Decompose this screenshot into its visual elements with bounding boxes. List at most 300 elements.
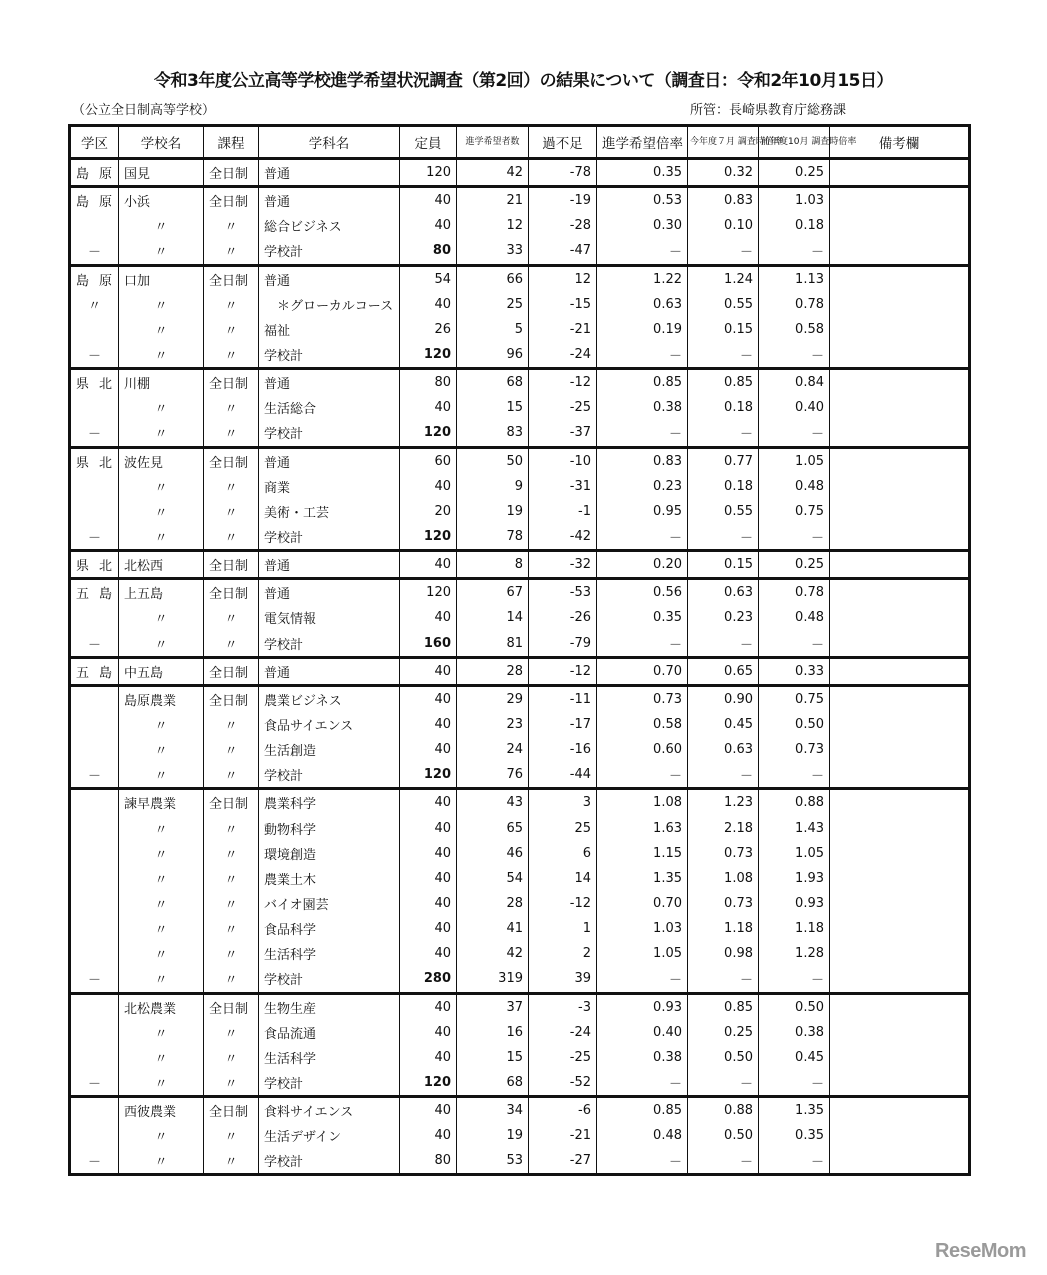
cell-application-ratio: － [597, 238, 688, 265]
cell-prev-october-ratio: 1.05 [759, 841, 830, 866]
cell-remarks [830, 579, 970, 606]
cell-surplus-shortage: -78 [529, 159, 597, 187]
cell-july-ratio: 0.85 [688, 369, 759, 396]
cell-applicants: 14 [457, 605, 529, 630]
cell-application-ratio: － [597, 1148, 688, 1175]
cell-applicants: 54 [457, 866, 529, 891]
cell-applicants: 24 [457, 737, 529, 762]
cell-july-ratio: 0.63 [688, 579, 759, 606]
table-row [70, 789, 970, 816]
cell-surplus-shortage: 2 [529, 941, 597, 966]
cell-application-ratio: 1.35 [597, 866, 688, 891]
cell-applicants: 319 [457, 966, 529, 993]
cell-application-ratio: 0.19 [597, 317, 688, 342]
cell-district: － [70, 1070, 119, 1097]
cell-department: 普通 [259, 447, 400, 474]
cell-july-ratio: 0.32 [688, 159, 759, 187]
table-row [70, 317, 970, 342]
cell-surplus-shortage: -26 [529, 605, 597, 630]
cell-school-name: 〃 [119, 737, 204, 762]
cell-remarks [830, 657, 970, 685]
cell-district [70, 993, 119, 1020]
cell-applicants: 16 [457, 1020, 529, 1045]
cell-application-ratio: － [597, 420, 688, 447]
table-row [70, 159, 970, 187]
cell-application-ratio: － [597, 342, 688, 369]
cell-course: 〃 [204, 605, 259, 630]
cell-capacity: 120 [400, 579, 457, 606]
cell-july-ratio: 0.88 [688, 1097, 759, 1124]
cell-capacity: 120 [400, 159, 457, 187]
cell-prev-october-ratio: 0.75 [759, 685, 830, 712]
cell-applicants: 66 [457, 265, 529, 292]
cell-capacity: 40 [400, 187, 457, 214]
cell-applicants: 9 [457, 474, 529, 499]
cell-remarks [830, 1045, 970, 1070]
cell-july-ratio: 2.18 [688, 816, 759, 841]
cell-course: 全日制 [204, 187, 259, 214]
table-row [70, 579, 970, 606]
survey-results-table [68, 124, 971, 1176]
cell-application-ratio: 1.15 [597, 841, 688, 866]
cell-district: 県北 [70, 447, 119, 474]
cell-district [70, 499, 119, 524]
cell-course: 〃 [204, 737, 259, 762]
cell-school-name: 〃 [119, 395, 204, 420]
cell-department: 福祉 [259, 317, 400, 342]
cell-district [70, 213, 119, 238]
cell-july-ratio: 0.18 [688, 395, 759, 420]
cell-surplus-shortage: -53 [529, 579, 597, 606]
cell-remarks [830, 841, 970, 866]
cell-department: 学校計 [259, 1148, 400, 1175]
cell-capacity: 120 [400, 762, 457, 789]
cell-district [70, 685, 119, 712]
cell-remarks [830, 292, 970, 317]
cell-school-name: 〃 [119, 1070, 204, 1097]
cell-department: 普通 [259, 369, 400, 396]
cell-capacity: 40 [400, 841, 457, 866]
cell-july-ratio: 0.10 [688, 213, 759, 238]
table-row [70, 213, 970, 238]
cell-course: 全日制 [204, 551, 259, 579]
cell-surplus-shortage: -21 [529, 317, 597, 342]
cell-applicants: 68 [457, 369, 529, 396]
cell-remarks [830, 159, 970, 187]
cell-remarks [830, 524, 970, 551]
header-capacity: 定員 [400, 126, 457, 159]
table-row [70, 916, 970, 941]
cell-surplus-shortage: 39 [529, 966, 597, 993]
cell-capacity: 54 [400, 265, 457, 292]
cell-capacity: 26 [400, 317, 457, 342]
cell-remarks [830, 605, 970, 630]
table-row [70, 631, 970, 658]
cell-applicants: 67 [457, 579, 529, 606]
cell-district: － [70, 238, 119, 265]
cell-surplus-shortage: 1 [529, 916, 597, 941]
cell-surplus-shortage: -10 [529, 447, 597, 474]
cell-surplus-shortage: -37 [529, 420, 597, 447]
cell-course: 〃 [204, 1045, 259, 1070]
cell-school-name: 〃 [119, 631, 204, 658]
document-title: 令和3年度公立高等学校進学希望状況調査（第2回）の結果について（調査日：令和2年10月15日） [154, 71, 893, 91]
cell-course: 〃 [204, 474, 259, 499]
cell-school-name: 〃 [119, 474, 204, 499]
cell-applicants: 28 [457, 891, 529, 916]
cell-course: 〃 [204, 317, 259, 342]
cell-capacity: 40 [400, 657, 457, 685]
cell-district: 島原 [70, 265, 119, 292]
cell-applicants: 8 [457, 551, 529, 579]
cell-application-ratio: 0.95 [597, 499, 688, 524]
cell-district: － [70, 631, 119, 658]
cell-applicants: 42 [457, 941, 529, 966]
cell-july-ratio: － [688, 342, 759, 369]
cell-application-ratio: 0.35 [597, 159, 688, 187]
cell-prev-october-ratio: 1.13 [759, 265, 830, 292]
table-row [70, 941, 970, 966]
cell-remarks [830, 395, 970, 420]
table-row [70, 395, 970, 420]
cell-district [70, 1123, 119, 1148]
cell-prev-october-ratio: 0.35 [759, 1123, 830, 1148]
cell-school-name: 〃 [119, 866, 204, 891]
cell-applicants: 78 [457, 524, 529, 551]
cell-capacity: 120 [400, 342, 457, 369]
table-row [70, 369, 970, 396]
cell-department: バイオ園芸 [259, 891, 400, 916]
cell-school-name: 〃 [119, 342, 204, 369]
cell-prev-october-ratio: 0.25 [759, 159, 830, 187]
cell-applicants: 50 [457, 447, 529, 474]
table-row [70, 866, 970, 891]
cell-remarks [830, 966, 970, 993]
cell-remarks [830, 551, 970, 579]
table-row [70, 891, 970, 916]
cell-course: 〃 [204, 238, 259, 265]
cell-surplus-shortage: -44 [529, 762, 597, 789]
cell-remarks [830, 265, 970, 292]
cell-application-ratio: 0.85 [597, 1097, 688, 1124]
cell-application-ratio: 0.58 [597, 712, 688, 737]
cell-surplus-shortage: -25 [529, 1045, 597, 1070]
cell-school-name: 〃 [119, 524, 204, 551]
cell-school-name: 国見 [119, 159, 204, 187]
cell-prev-october-ratio: 0.58 [759, 317, 830, 342]
cell-district [70, 1097, 119, 1124]
cell-application-ratio: 1.08 [597, 789, 688, 816]
cell-course: 全日制 [204, 789, 259, 816]
cell-school-name: 〃 [119, 292, 204, 317]
cell-application-ratio: － [597, 524, 688, 551]
cell-july-ratio: － [688, 966, 759, 993]
cell-application-ratio: 0.53 [597, 187, 688, 214]
cell-department: 食料サイエンス [259, 1097, 400, 1124]
cell-surplus-shortage: -31 [529, 474, 597, 499]
cell-department: 学校計 [259, 762, 400, 789]
cell-department: 農業ビジネス [259, 685, 400, 712]
cell-application-ratio: － [597, 966, 688, 993]
cell-course: 全日制 [204, 579, 259, 606]
cell-district [70, 841, 119, 866]
cell-capacity: 40 [400, 712, 457, 737]
cell-school-name: 中五島 [119, 657, 204, 685]
cell-prev-october-ratio: － [759, 966, 830, 993]
cell-school-name: 〃 [119, 816, 204, 841]
cell-july-ratio: － [688, 524, 759, 551]
cell-course: 〃 [204, 1070, 259, 1097]
cell-july-ratio: 0.90 [688, 685, 759, 712]
cell-prev-october-ratio: － [759, 631, 830, 658]
cell-surplus-shortage: 14 [529, 866, 597, 891]
cell-remarks [830, 1070, 970, 1097]
table-row [70, 420, 970, 447]
cell-school-name: 〃 [119, 712, 204, 737]
cell-course: 〃 [204, 292, 259, 317]
cell-school-name: 〃 [119, 1148, 204, 1175]
cell-remarks [830, 993, 970, 1020]
table-row [70, 265, 970, 292]
cell-district [70, 1020, 119, 1045]
cell-applicants: 81 [457, 631, 529, 658]
cell-surplus-shortage: -25 [529, 395, 597, 420]
cell-prev-october-ratio: 0.45 [759, 1045, 830, 1070]
cell-remarks [830, 866, 970, 891]
cell-department: 商業 [259, 474, 400, 499]
table-row [70, 524, 970, 551]
cell-surplus-shortage: -24 [529, 342, 597, 369]
cell-school-name: 諫早農業 [119, 789, 204, 816]
cell-july-ratio: 0.98 [688, 941, 759, 966]
cell-capacity: 120 [400, 524, 457, 551]
cell-application-ratio: 0.38 [597, 1045, 688, 1070]
cell-applicants: 68 [457, 1070, 529, 1097]
cell-application-ratio: 0.70 [597, 891, 688, 916]
cell-course: 全日制 [204, 1097, 259, 1124]
table-row [70, 816, 970, 841]
cell-july-ratio: 0.45 [688, 712, 759, 737]
table-row [70, 737, 970, 762]
cell-capacity: 40 [400, 891, 457, 916]
cell-prev-october-ratio: － [759, 1070, 830, 1097]
header-july-ratio: 今年度７月 調査時倍率 [688, 126, 759, 159]
cell-prev-october-ratio: － [759, 762, 830, 789]
cell-capacity: 80 [400, 1148, 457, 1175]
cell-surplus-shortage: 3 [529, 789, 597, 816]
cell-remarks [830, 369, 970, 396]
table-row [70, 685, 970, 712]
cell-prev-october-ratio: 0.48 [759, 474, 830, 499]
cell-remarks [830, 187, 970, 214]
document-subtitle: （公立全日制高等学校） [72, 103, 216, 118]
cell-applicants: 5 [457, 317, 529, 342]
cell-department: 食品科学 [259, 916, 400, 941]
cell-school-name: 〃 [119, 1020, 204, 1045]
cell-surplus-shortage: -27 [529, 1148, 597, 1175]
cell-prev-october-ratio: 0.88 [759, 789, 830, 816]
cell-remarks [830, 342, 970, 369]
cell-school-name: 北松西 [119, 551, 204, 579]
cell-district: 島原 [70, 159, 119, 187]
cell-july-ratio: 0.55 [688, 499, 759, 524]
cell-prev-october-ratio: － [759, 1148, 830, 1175]
cell-applicants: 83 [457, 420, 529, 447]
cell-applicants: 41 [457, 916, 529, 941]
cell-department: ＊グローカルコース [259, 292, 400, 317]
cell-july-ratio: 0.15 [688, 317, 759, 342]
cell-application-ratio: 0.85 [597, 369, 688, 396]
cell-district [70, 317, 119, 342]
cell-school-name: 上五島 [119, 579, 204, 606]
cell-course: 〃 [204, 1020, 259, 1045]
table-row [70, 762, 970, 789]
cell-course: 〃 [204, 499, 259, 524]
cell-school-name: 〃 [119, 966, 204, 993]
cell-department: 農業科学 [259, 789, 400, 816]
cell-applicants: 28 [457, 657, 529, 685]
cell-prev-october-ratio: 0.33 [759, 657, 830, 685]
cell-capacity: 40 [400, 916, 457, 941]
cell-department: 学校計 [259, 420, 400, 447]
cell-remarks [830, 420, 970, 447]
header-department: 学科名 [259, 126, 400, 159]
cell-course: 〃 [204, 966, 259, 993]
cell-application-ratio: 0.56 [597, 579, 688, 606]
cell-capacity: 40 [400, 474, 457, 499]
cell-course: 〃 [204, 631, 259, 658]
cell-capacity: 40 [400, 866, 457, 891]
cell-department: 普通 [259, 579, 400, 606]
cell-district [70, 816, 119, 841]
cell-surplus-shortage: -28 [529, 213, 597, 238]
cell-july-ratio: 0.63 [688, 737, 759, 762]
cell-department: 学校計 [259, 1070, 400, 1097]
cell-capacity: 40 [400, 941, 457, 966]
cell-application-ratio: 0.70 [597, 657, 688, 685]
header-school-name: 学校名 [119, 126, 204, 159]
cell-remarks [830, 789, 970, 816]
table-row [70, 499, 970, 524]
cell-applicants: 29 [457, 685, 529, 712]
cell-capacity: 40 [400, 816, 457, 841]
cell-prev-october-ratio: 1.03 [759, 187, 830, 214]
cell-capacity: 40 [400, 1045, 457, 1070]
cell-school-name: 川棚 [119, 369, 204, 396]
cell-course: 〃 [204, 420, 259, 447]
cell-remarks [830, 685, 970, 712]
cell-application-ratio: 0.60 [597, 737, 688, 762]
cell-remarks [830, 816, 970, 841]
cell-school-name: 〃 [119, 1045, 204, 1070]
cell-july-ratio: 0.18 [688, 474, 759, 499]
header-prev-october-ratio: 前年度10月 調査時倍率 [759, 126, 830, 159]
cell-capacity: 280 [400, 966, 457, 993]
cell-school-name: 〃 [119, 941, 204, 966]
cell-surplus-shortage: -6 [529, 1097, 597, 1124]
table-row [70, 447, 970, 474]
cell-capacity: 40 [400, 213, 457, 238]
cell-prev-october-ratio: － [759, 342, 830, 369]
cell-july-ratio: 0.50 [688, 1123, 759, 1148]
cell-surplus-shortage: -12 [529, 369, 597, 396]
cell-applicants: 46 [457, 841, 529, 866]
cell-course: 〃 [204, 891, 259, 916]
cell-district [70, 474, 119, 499]
cell-school-name: 島原農業 [119, 685, 204, 712]
cell-school-name: 西彼農業 [119, 1097, 204, 1124]
cell-capacity: 80 [400, 238, 457, 265]
cell-july-ratio: － [688, 631, 759, 658]
cell-course: 〃 [204, 524, 259, 551]
cell-prev-october-ratio: 0.84 [759, 369, 830, 396]
cell-july-ratio: 0.73 [688, 841, 759, 866]
cell-capacity: 20 [400, 499, 457, 524]
cell-remarks [830, 474, 970, 499]
cell-application-ratio: 0.93 [597, 993, 688, 1020]
cell-course: 〃 [204, 342, 259, 369]
cell-course: 〃 [204, 1148, 259, 1175]
cell-application-ratio: 0.83 [597, 447, 688, 474]
cell-capacity: 40 [400, 993, 457, 1020]
cell-applicants: 15 [457, 1045, 529, 1070]
cell-applicants: 25 [457, 292, 529, 317]
cell-application-ratio: 0.35 [597, 605, 688, 630]
cell-school-name: 〃 [119, 605, 204, 630]
cell-school-name: 〃 [119, 916, 204, 941]
cell-course: 〃 [204, 213, 259, 238]
cell-district: 県北 [70, 551, 119, 579]
cell-school-name: 口加 [119, 265, 204, 292]
cell-july-ratio: － [688, 1148, 759, 1175]
cell-july-ratio: 0.23 [688, 605, 759, 630]
cell-application-ratio: 1.05 [597, 941, 688, 966]
cell-district: 県北 [70, 369, 119, 396]
cell-application-ratio: 0.30 [597, 213, 688, 238]
table-row [70, 1045, 970, 1070]
cell-july-ratio: － [688, 420, 759, 447]
cell-applicants: 96 [457, 342, 529, 369]
cell-department: 普通 [259, 159, 400, 187]
cell-district [70, 605, 119, 630]
cell-application-ratio: － [597, 631, 688, 658]
cell-capacity: 40 [400, 292, 457, 317]
cell-district: － [70, 342, 119, 369]
cell-surplus-shortage: 12 [529, 265, 597, 292]
table-row [70, 474, 970, 499]
cell-district: － [70, 1148, 119, 1175]
issuing-department: 所管：長崎県教育庁総務課 [690, 103, 847, 118]
header-district: 学区 [70, 126, 119, 159]
cell-application-ratio: 0.48 [597, 1123, 688, 1148]
cell-district [70, 737, 119, 762]
cell-department: 生活創造 [259, 737, 400, 762]
cell-prev-october-ratio: 1.18 [759, 916, 830, 941]
cell-remarks [830, 213, 970, 238]
table-row [70, 1123, 970, 1148]
cell-surplus-shortage: -12 [529, 891, 597, 916]
cell-prev-october-ratio: 0.93 [759, 891, 830, 916]
cell-department: 食品サイエンス [259, 712, 400, 737]
cell-surplus-shortage: -52 [529, 1070, 597, 1097]
cell-july-ratio: 1.18 [688, 916, 759, 941]
resemom-logo: ReseMom [935, 1240, 1026, 1262]
cell-application-ratio: － [597, 762, 688, 789]
cell-department: 普通 [259, 657, 400, 685]
cell-prev-october-ratio: 0.50 [759, 993, 830, 1020]
cell-department: 普通 [259, 187, 400, 214]
cell-department: 学校計 [259, 342, 400, 369]
